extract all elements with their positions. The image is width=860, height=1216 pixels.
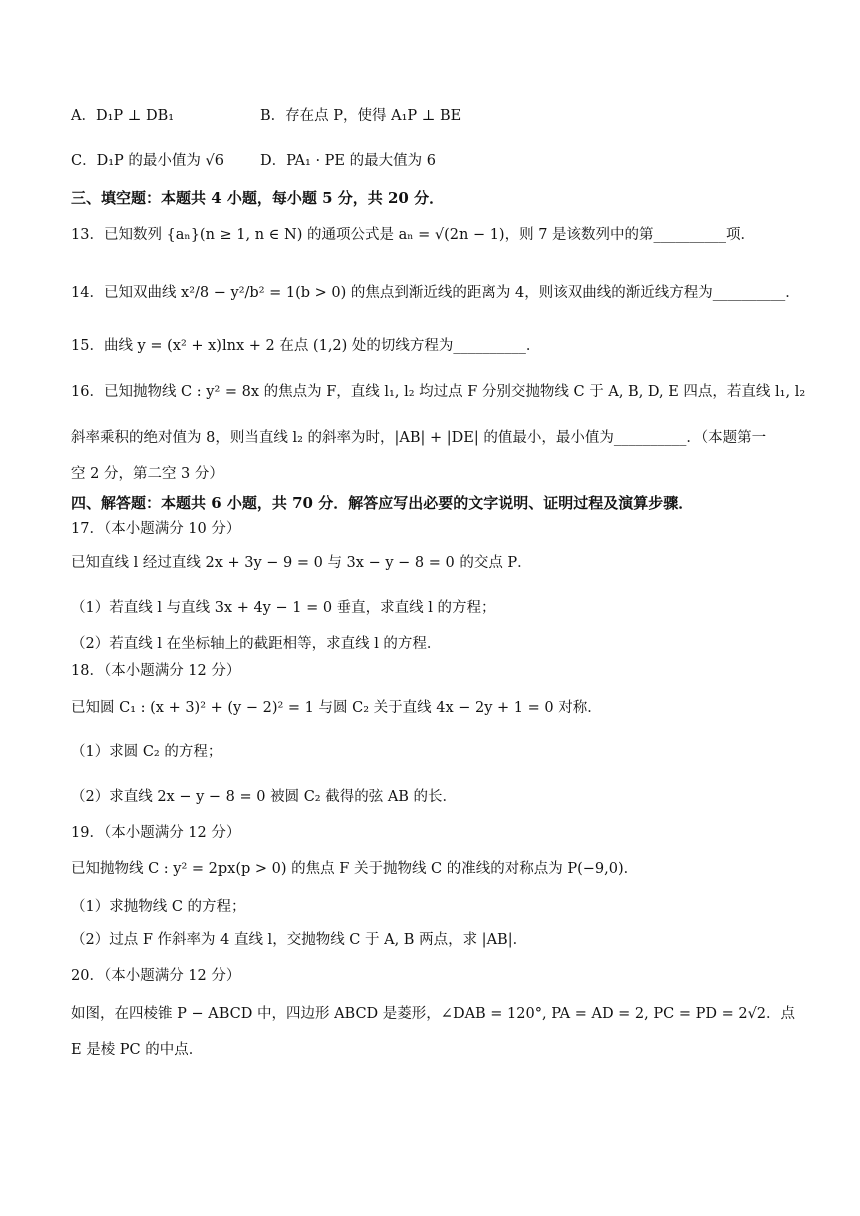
option-d: D．PA₁ · PE 的最大值为 6 (260, 153, 436, 169)
question-14: 14．已知双曲线 x²/8 − y²/b² = 1(b > 0) 的焦点到渐近线的距离为 4，则该双曲线的渐近线方程为__________． (71, 285, 800, 301)
question-16-line3: 空 2 分，第二空 3 分） (71, 466, 224, 482)
question-19-part1: （1）求抛物线 C 的方程； (71, 899, 246, 915)
option-c: C．D₁P 的最小值为 √6 (71, 153, 224, 169)
question-17-part1: （1）若直线 l 与直线 3x + 4y − 1 = 0 垂直，求直线 l 的方程； (71, 600, 496, 616)
option-b: B．存在点 P，使得 A₁P ⊥ BE (260, 108, 462, 124)
question-16-line1: 16．已知抛物线 C : y² = 8x 的焦点为 F，直线 l₁, l₂ 均过点 F 分别交抛物线 C 于 A, B, D, E 四点，若直线 l₁, l₂ (71, 384, 806, 400)
question-19-stem: 已知抛物线 C : y² = 2px(p > 0) 的焦点 F 关于抛物线 C 的准线的对称点为 P(−9,0)． (71, 861, 639, 877)
section4-heading: 四、解答题：本题共 6 小题，共 70 分．解答应写出必要的文字说明、证明过程及演算步骤． (71, 494, 694, 512)
question-17-stem: 已知直线 l 经过直线 2x + 3y − 9 = 0 与 3x − y − 8 = 0 的交点 P． (71, 555, 532, 571)
question-20-title: 20．（本小题满分 12 分） (71, 968, 241, 984)
question-17-part2: （2）若直线 l 在坐标轴上的截距相等，求直线 l 的方程． (71, 636, 442, 652)
question-19-part2: （2）过点 F 作斜率为 4 直线 l，交抛物线 C 于 A, B 两点，求 |AB|． (71, 932, 528, 948)
question-13: 13．已知数列 {aₙ}(n ≥ 1, n ∈ N) 的通项公式是 aₙ = √(2n − 1)，则 7 是该数列中的第__________项． (71, 227, 756, 243)
section3-heading: 三、填空题：本题共 4 小题，每小题 5 分，共 20 分． (71, 189, 445, 207)
question-19-title: 19．（本小题满分 12 分） (71, 825, 241, 841)
question-18-part1: （1）求圆 C₂ 的方程； (71, 744, 223, 760)
question-16-line2: 斜率乘积的绝对值为 8，则当直线 l₂ 的斜率为时，|AB| + |DE| 的值最小，最小值为__________．（本题第一 (71, 430, 767, 446)
question-20-stem-line2: E 是棱 PC 的中点． (71, 1042, 204, 1058)
option-a: A．D₁P ⊥ DB₁ (71, 108, 175, 124)
question-18-part2: （2）求直线 2x − y − 8 = 0 被圆 C₂ 截得的弦 AB 的长． (71, 789, 458, 805)
question-15: 15．曲线 y = (x² + x)lnx + 2 在点 (1,2) 处的切线方程为__________． (71, 338, 541, 354)
question-17-title: 17．（本小题满分 10 分） (71, 521, 241, 537)
question-20-stem-line1: 如图，在四棱锥 P − ABCD 中，四边形 ABCD 是菱形，∠DAB = 120°, PA = AD = 2, PC = PD = 2√2．点 (71, 1006, 796, 1022)
question-18-stem: 已知圆 C₁ : (x + 3)² + (y − 2)² = 1 与圆 C₂ 关于直线 4x − 2y + 1 = 0 对称． (71, 700, 602, 716)
question-18-title: 18．（本小题满分 12 分） (71, 663, 241, 679)
